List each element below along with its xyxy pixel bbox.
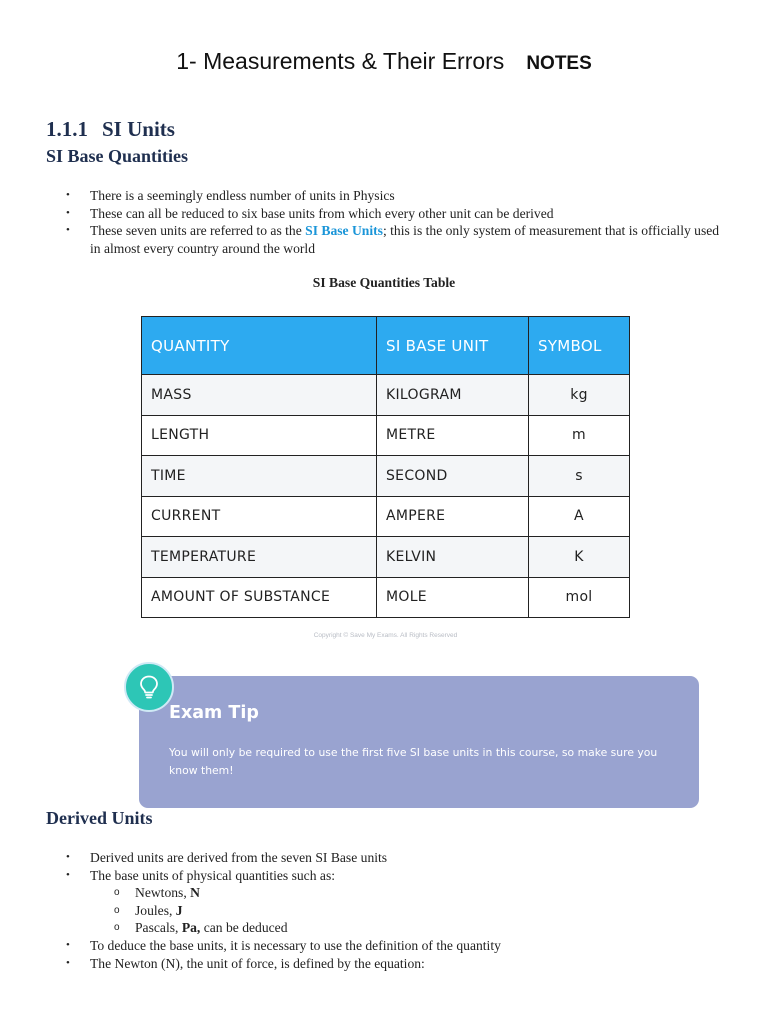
cell-unit: SECOND bbox=[377, 456, 529, 497]
sub-text: Pascals, bbox=[135, 920, 182, 936]
table-row bbox=[142, 496, 630, 537]
lightbulb-icon-graphic bbox=[139, 675, 159, 699]
cell-symbol: m bbox=[529, 415, 630, 456]
derived-units-heading: Derived Units bbox=[46, 808, 153, 828]
sub-list-item bbox=[90, 884, 726, 902]
list-item bbox=[46, 867, 726, 937]
si-base-quantities-table bbox=[141, 316, 630, 618]
unit-symbol: N bbox=[190, 885, 200, 901]
table-row bbox=[142, 456, 630, 497]
cell-quantity: CURRENT bbox=[142, 496, 377, 537]
table-header-row bbox=[142, 317, 630, 375]
list-item bbox=[46, 222, 726, 257]
cell-symbol: s bbox=[529, 456, 630, 497]
notes-label: NOTES bbox=[526, 53, 592, 74]
sub-list-item bbox=[90, 919, 726, 937]
cell-quantity: TEMPERATURE bbox=[142, 537, 377, 578]
bullet-text: The base units of physical quantities such as: bbox=[90, 867, 336, 883]
table bbox=[141, 316, 630, 618]
cell-unit: MOLE bbox=[377, 577, 529, 618]
bullet-text: Derived units are derived from the seven SI Base units bbox=[90, 850, 388, 865]
section-number: 1.1.1 bbox=[46, 117, 88, 141]
bullet-text: The Newton (N), the unit of force, is defined by the equation: bbox=[90, 955, 425, 971]
bullet-text: ; this is the only system of measurement that is officially used in almost every country around the world bbox=[90, 223, 720, 256]
list-item bbox=[46, 205, 726, 223]
table-row bbox=[142, 537, 630, 578]
list-item bbox=[46, 955, 726, 973]
intro-bullet-list bbox=[46, 187, 726, 257]
cell-quantity: TIME bbox=[142, 456, 377, 497]
header-symbol: SYMBOL bbox=[529, 317, 630, 375]
sub-text: can be deduced bbox=[200, 920, 288, 936]
sub-text: Joules, bbox=[135, 902, 176, 918]
cell-unit: KILOGRAM bbox=[377, 375, 529, 416]
exam-tip-text: You will only be required to use the first five SI base units in this course, so make sure you know them! bbox=[169, 746, 658, 777]
bullet-text: These can all be reduced to six base units from which every other unit can be derived bbox=[90, 205, 554, 221]
lightbulb-icon bbox=[124, 662, 174, 712]
unit-symbol: Pa, bbox=[181, 920, 201, 936]
cell-quantity: LENGTH bbox=[142, 415, 377, 456]
table-row bbox=[142, 415, 630, 456]
si-base-units-highlight: SI Base Units bbox=[305, 223, 383, 239]
list-item bbox=[46, 187, 726, 205]
table-row bbox=[142, 375, 630, 416]
derived-bullet-list bbox=[46, 849, 726, 972]
title-text: 1- Measurements & Their Errors bbox=[176, 48, 505, 74]
cell-unit: KELVIN bbox=[377, 537, 529, 578]
table-row bbox=[142, 577, 630, 618]
cell-unit: METRE bbox=[377, 415, 529, 456]
list-item bbox=[46, 849, 726, 867]
section-heading bbox=[46, 117, 175, 142]
exam-tip-title: Exam Tip bbox=[169, 703, 259, 723]
table-caption: SI Base Quantities Table bbox=[312, 275, 456, 290]
cell-symbol: mol bbox=[529, 577, 630, 618]
bullet-text: These seven units are referred to as the bbox=[90, 223, 306, 239]
exam-tip-box bbox=[139, 676, 699, 808]
document-title bbox=[0, 48, 768, 75]
header-quantity: QUANTITY bbox=[142, 317, 377, 375]
copyright-notice: Copyright © Save My Exams. All Rights Reserved bbox=[313, 632, 458, 639]
subsection-heading: SI Base Quantities bbox=[46, 146, 189, 166]
bullet-text: To deduce the base units, it is necessary to use the definition of the quantity bbox=[90, 937, 501, 953]
cell-symbol: K bbox=[529, 537, 630, 578]
bullet-text: There is a seemingly endless number of units in Physics bbox=[90, 188, 395, 203]
section-title: SI Units bbox=[102, 117, 175, 141]
sub-text: Newtons, bbox=[135, 885, 191, 901]
list-item bbox=[46, 937, 726, 955]
sub-list-item bbox=[90, 902, 726, 920]
header-si-base-unit: SI BASE UNIT bbox=[377, 317, 529, 375]
derived-sub-list bbox=[90, 884, 726, 937]
unit-symbol: J bbox=[175, 902, 183, 918]
cell-quantity: MASS bbox=[142, 375, 377, 416]
cell-quantity: AMOUNT OF SUBSTANCE bbox=[142, 577, 377, 618]
cell-symbol: A bbox=[529, 496, 630, 537]
cell-unit: AMPERE bbox=[377, 496, 529, 537]
cell-symbol: kg bbox=[529, 375, 630, 416]
